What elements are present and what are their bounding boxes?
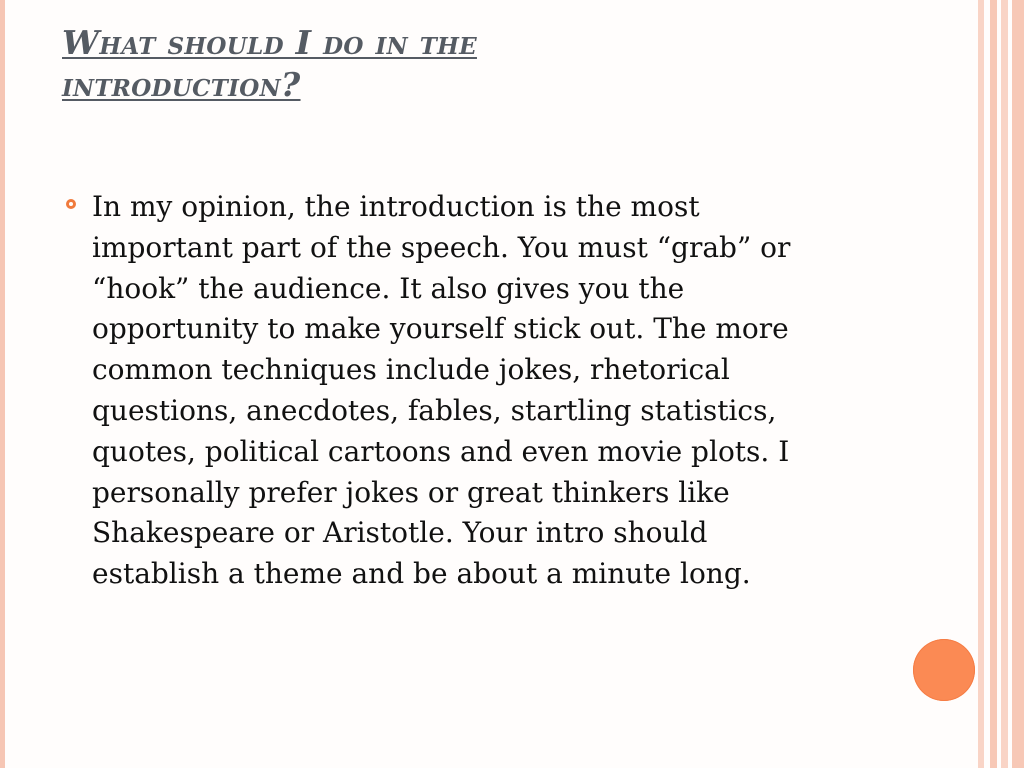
bullet-line: quotes, political cartoons and even movie plots. I (92, 434, 790, 468)
right-frame-stripe-2 (990, 0, 997, 768)
left-frame-stripe (0, 0, 5, 768)
bullet-line: questions, anecdotes, fables, startling statistics, (92, 393, 777, 427)
right-frame-stripe-3 (1001, 0, 1008, 768)
bullet-line: important part of the speech. You must “grab” or (92, 230, 791, 264)
decorative-circle-icon (913, 639, 975, 701)
right-frame-stripe-4 (1012, 0, 1024, 768)
slide-title-line-1: What should I do in the (62, 23, 477, 62)
slide-title-line-2: introduction? (62, 65, 301, 104)
bullet-line: common techniques include jokes, rhetorical (92, 353, 730, 387)
right-frame-stripe-1 (978, 0, 984, 768)
bullet-line: In my opinion, the introduction is the most (92, 190, 700, 223)
bullet-line: “hook” the audience. It also gives you the (92, 271, 685, 305)
bullet-line: personally prefer jokes or great thinkers like (92, 475, 730, 509)
bullet-text (92, 187, 892, 595)
bullet-marker-icon (66, 199, 76, 209)
slide-title (62, 22, 622, 106)
bullet-line: establish a theme and be about a minute long. (92, 557, 751, 591)
bullet-line: Shakespeare or Aristotle. Your intro should (92, 516, 708, 550)
bullet-line: opportunity to make yourself stick out. The more (92, 312, 789, 346)
